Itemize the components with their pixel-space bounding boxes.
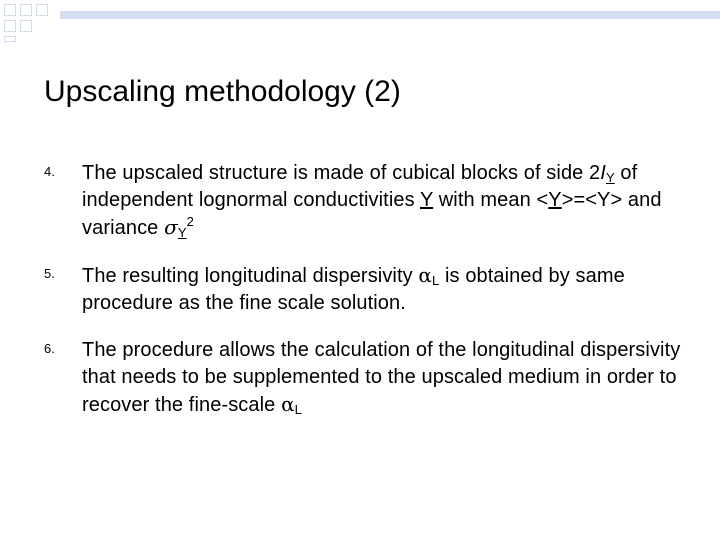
symbol-y-underlined: Y <box>548 189 562 211</box>
subscript-y: Y <box>177 225 187 240</box>
slide-title: Upscaling methodology (2) <box>44 75 401 108</box>
deco-square <box>20 20 32 32</box>
header-decoration <box>0 0 720 46</box>
list-item <box>44 337 694 419</box>
deco-square <box>4 36 16 42</box>
text-run: The procedure allows the calculation of the longitudinal dispersivity that needs to be supplemented to the upscaled medium in order to recover the fine-scale <box>82 339 681 416</box>
item-number: 4. <box>44 164 55 179</box>
list-item <box>44 262 694 317</box>
alpha-symbol: α <box>281 392 295 416</box>
text-run: is obtained by same procedure as the fine scale solution. <box>82 265 625 314</box>
superscript-2: 2 <box>186 214 194 229</box>
deco-square <box>4 20 16 32</box>
deco-square <box>20 4 32 16</box>
item-number: 6. <box>44 341 55 356</box>
subscript-y: Y <box>605 170 615 185</box>
subscript-l: L <box>294 402 303 417</box>
item-number: 5. <box>44 266 55 281</box>
sigma-symbol: σ <box>164 215 178 239</box>
deco-square <box>4 4 16 16</box>
item-text <box>82 160 694 242</box>
subscript-l: L <box>432 273 440 288</box>
text-run: >=<Y> and variance <box>82 189 662 239</box>
symbol-y-underlined: Y <box>420 189 434 211</box>
text-run: of independent lognormal conductivities <box>82 162 638 211</box>
text-run: with mean < <box>433 189 549 211</box>
symbol-l: I <box>600 162 606 184</box>
numbered-list <box>44 160 694 439</box>
text-run: The upscaled structure is made of cubical blocks of side 2 <box>82 162 601 184</box>
item-text <box>82 337 694 419</box>
list-item <box>44 160 694 242</box>
header-bar <box>60 11 720 19</box>
text-run: The resulting longitudinal dispersivity <box>82 265 419 287</box>
alpha-symbol: α <box>418 263 433 287</box>
item-text <box>82 262 694 317</box>
deco-square <box>36 4 48 16</box>
